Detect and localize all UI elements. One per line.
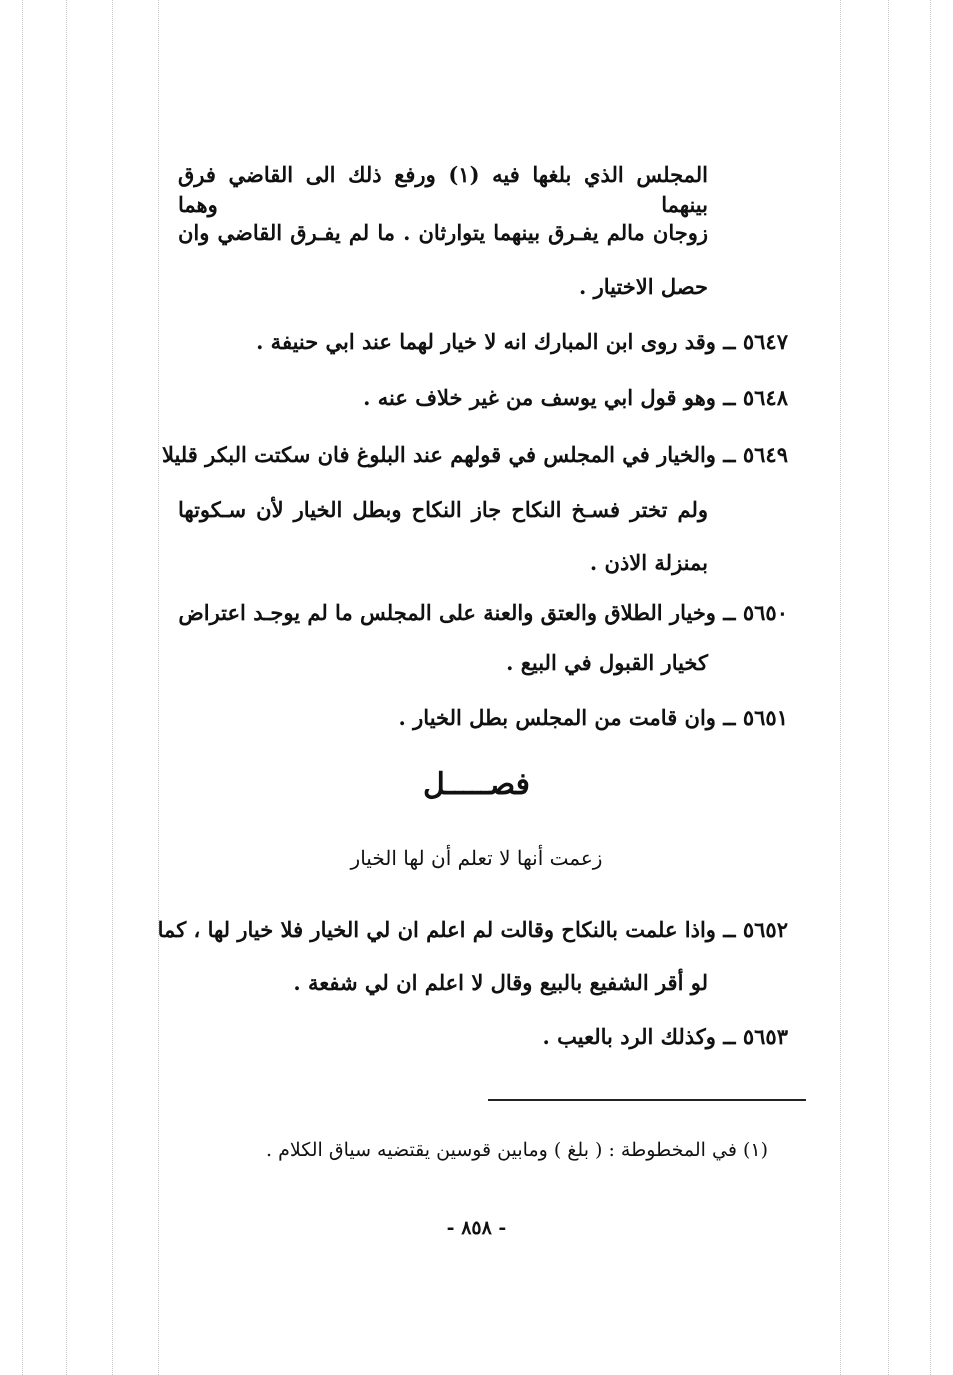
scan-artifact [840, 0, 841, 1375]
paragraph-5651 [399, 703, 788, 733]
paragraph-number: ٥٦٥٣ [742, 1024, 788, 1049]
section-subheading: زعمت أنها لا تعلم أن لها الخيار [350, 846, 603, 870]
paragraph-number: ٥٦٤٨ [742, 385, 788, 410]
scan-artifact [930, 0, 931, 1375]
paragraph-5647 [256, 327, 788, 357]
section-heading: فصـــــل [422, 767, 531, 802]
text-line: المجلس الذي بلغها فيه (١) ورفع ذلك الى القاضي فرق بينهما وهما [178, 162, 709, 217]
paragraph-number: ٥٦٤٧ [742, 329, 788, 354]
text-line: ولم تختر فسـخ النكاح جاز النكاح وبطل الخيار لأن سـكوتها [178, 497, 708, 522]
paragraph-5649 [162, 440, 788, 470]
scan-artifact [888, 0, 889, 1375]
paragraph-5648 [363, 383, 788, 413]
text-line: ــ وهو قول ابي يوسف من غير خلاف عنه . [363, 385, 736, 410]
paragraph-5650 [178, 598, 788, 628]
paragraph-number: ٥٦٥٠ [742, 600, 788, 625]
text-line: كخيار القبول في البيع . [506, 650, 708, 675]
text-line: ــ وان قامت من المجلس بطل الخيار . [398, 705, 736, 730]
text-line: ــ واذا علمت بالنكاح وقالت لم اعلم ان لي الخيار فلا خيار لها ، كما [157, 917, 736, 942]
paragraph-5653 [543, 1022, 788, 1052]
text-line: ــ وخيار الطلاق والعتق والعنة على المجلس ما لم يوجـد اعتراض [178, 600, 736, 625]
text-line: بمنزلة الاذن . [589, 550, 708, 575]
paragraph-5652 [158, 915, 788, 945]
text-line: ــ وكذلك الرد بالعيب . [542, 1024, 736, 1049]
scan-artifact [22, 0, 23, 1375]
scan-artifact [158, 0, 159, 1375]
paragraph-number: ٥٦٥٢ [742, 917, 788, 942]
page-number: - ٨٥٨ - [446, 1217, 507, 1239]
scan-artifact [112, 0, 113, 1375]
text-line: زوجان مالم يفـرق بينهما يتوارثان . ما لم يفـرق القاضي وان [178, 220, 708, 245]
text-line: لو أقر الشفيع بالبيع وقال لا اعلم ان لي شفعة . [293, 970, 708, 995]
footnote: (١) في المخطوطة : ( بلغ ) ومابين قوسين يقتضيه سياق الكلام . [266, 1139, 768, 1161]
text-line: حصل الاختيار . [578, 274, 708, 299]
footnote-separator [488, 1099, 806, 1101]
scan-artifact [66, 0, 67, 1375]
text-line: ــ وقد روى ابن المبارك انه لا خيار لهما عند ابي حنيفة . [256, 329, 736, 354]
paragraph-number: ٥٦٥١ [742, 705, 788, 730]
paragraph-number: ٥٦٤٩ [742, 442, 788, 467]
text-line: ــ والخيار في المجلس في قولهم عند البلوغ فان سكتت البكر قليلا [161, 442, 736, 467]
